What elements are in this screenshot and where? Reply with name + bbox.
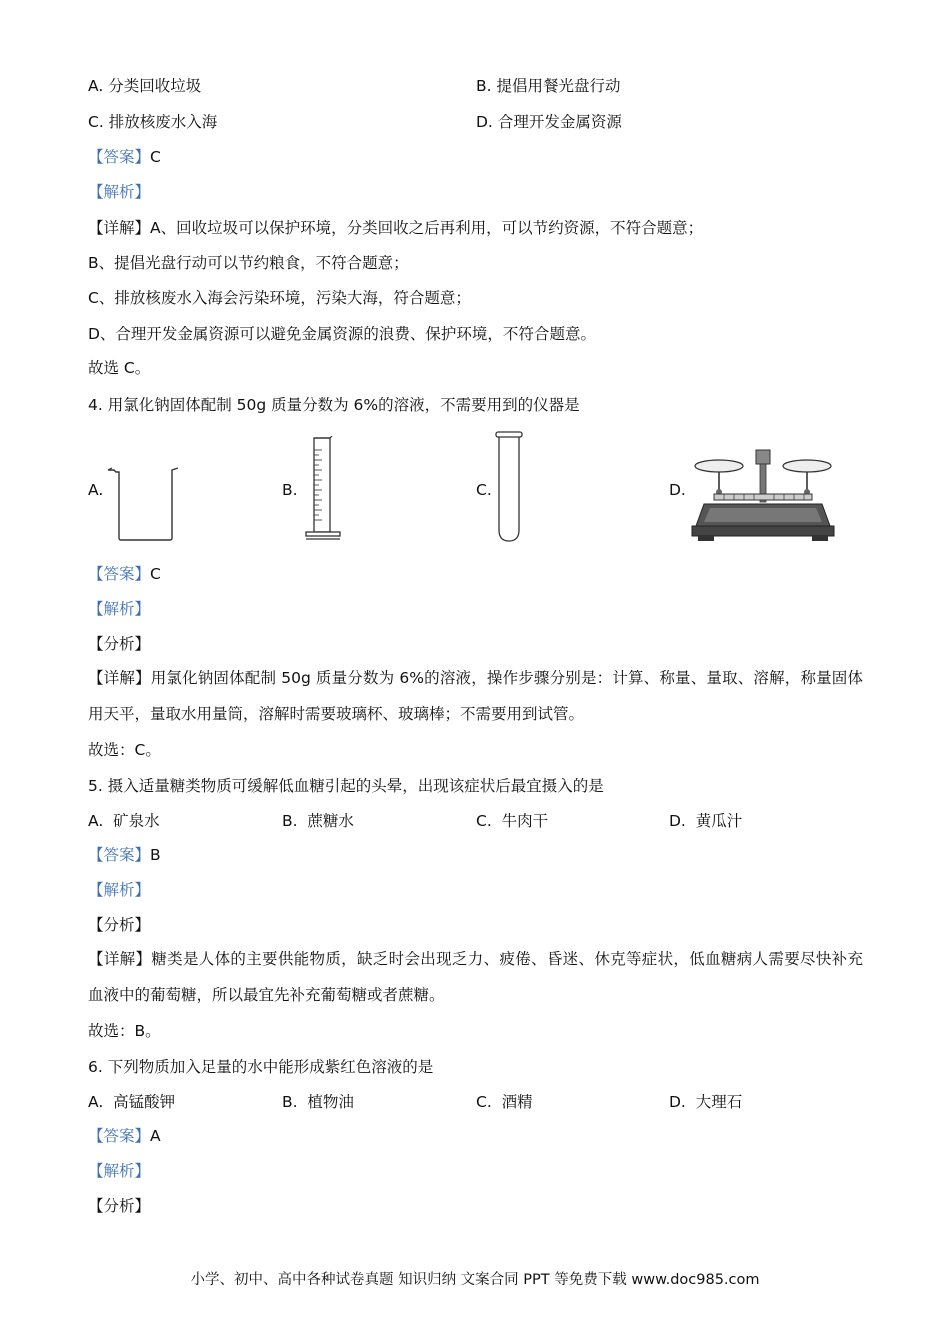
q3-option-d: D. 合理开发金属资源 [476, 113, 622, 131]
q3-detail-line-4: D、合理开发金属资源可以避免金属资源的浪费、保护环境，不符合题意。 [88, 325, 596, 343]
q6-option-a: A. 高锰酸钾 [88, 1093, 176, 1111]
q3-detail-line-2: B、提倡光盘行动可以节约粮食，不符合题意； [88, 254, 409, 272]
q5-option-c: C. 牛肉干 [476, 812, 549, 830]
q5-option-b: B. 蔗糖水 [282, 812, 354, 830]
q5-analysis-tag: 【解析】 [88, 881, 151, 899]
q6-question: 6. 下列物质加入足量的水中能形成紫红色溶液的是 [88, 1058, 434, 1076]
beaker-icon [106, 464, 182, 544]
q5-question: 5. 摄入适量糖类物质可缓解低血糖引起的头晕，出现该症状后最宜摄入的是 [88, 777, 604, 795]
q5-option-d: D. 黄瓜汁 [669, 812, 743, 830]
q5-option-a: A. 矿泉水 [88, 812, 160, 830]
q6-analysis-tag: 【解析】 [88, 1162, 151, 1180]
q5-conclusion: 故选：B。 [88, 1022, 161, 1040]
q6-option-d: D. 大理石 [669, 1093, 743, 1111]
q4-question: 4. 用氯化钠固体配制 50g 质量分数为 6%的溶液，不需要用到的仪器是 [88, 396, 580, 414]
q3-option-c: C. 排放核废水入海 [88, 113, 218, 131]
q5-detail: 【详解】糖类是人体的主要供能物质，缺乏时会出现乏力、疲倦、昏迷、休克等症状，低血糖病人需要尽快补充血液中的葡萄糖，所以最宜先补充葡萄糖或者蔗糖。 [88, 950, 863, 1004]
q4-option-b-label: B. [282, 481, 298, 499]
q6-fenxi-tag: 【分析】 [88, 1197, 151, 1215]
q3-detail-line-3: C、排放核废水入海会污染环境，污染大海，符合题意； [88, 289, 471, 307]
q3-option-b: B. 提倡用餐光盘行动 [476, 77, 621, 95]
balance-scale-icon [690, 444, 836, 544]
q4-option-c-label: C. [476, 481, 492, 499]
q4-detail: 【详解】用氯化钠固体配制 50g 质量分数为 6%的溶液，操作步骤分别是：计算、称量、量取、溶解，称量固体用天平，量取水用量筒，溶解时需要玻璃杯、玻璃棒；不需要用到试管。 [88, 669, 863, 723]
q4-fenxi-tag: 【分析】 [88, 635, 151, 653]
q3-conclusion: 故选 C。 [88, 359, 151, 377]
graduated-cylinder-icon [302, 436, 346, 542]
q4-analysis-tag: 【解析】 [88, 600, 151, 618]
q6-option-b: B. 植物油 [282, 1093, 354, 1111]
test-tube-icon [494, 430, 524, 544]
q5-fenxi-tag: 【分析】 [88, 916, 151, 934]
q6-answer: 【答案】A [88, 1127, 161, 1145]
q3-analysis-tag: 【解析】 [88, 183, 151, 201]
q3-answer: 【答案】C [88, 148, 161, 166]
q4-answer: 【答案】C [88, 565, 161, 583]
q5-answer: 【答案】B [88, 846, 161, 864]
q3-detail-line-1: 【详解】A、回收垃圾可以保护环境，分类回收之后再利用，可以节约资源，不符合题意； [88, 219, 704, 237]
q4-option-d-label: D. [669, 481, 686, 499]
q3-option-a: A. 分类回收垃圾 [88, 77, 202, 95]
q4-conclusion: 故选：C。 [88, 741, 161, 759]
page-footer: 小学、初中、高中各种试卷真题 知识归纳 文案合同 PPT 等免费下载 www.doc985.com [190, 1272, 760, 1288]
q4-option-a-label: A. [88, 481, 104, 499]
q6-option-c: C. 酒精 [476, 1093, 533, 1111]
